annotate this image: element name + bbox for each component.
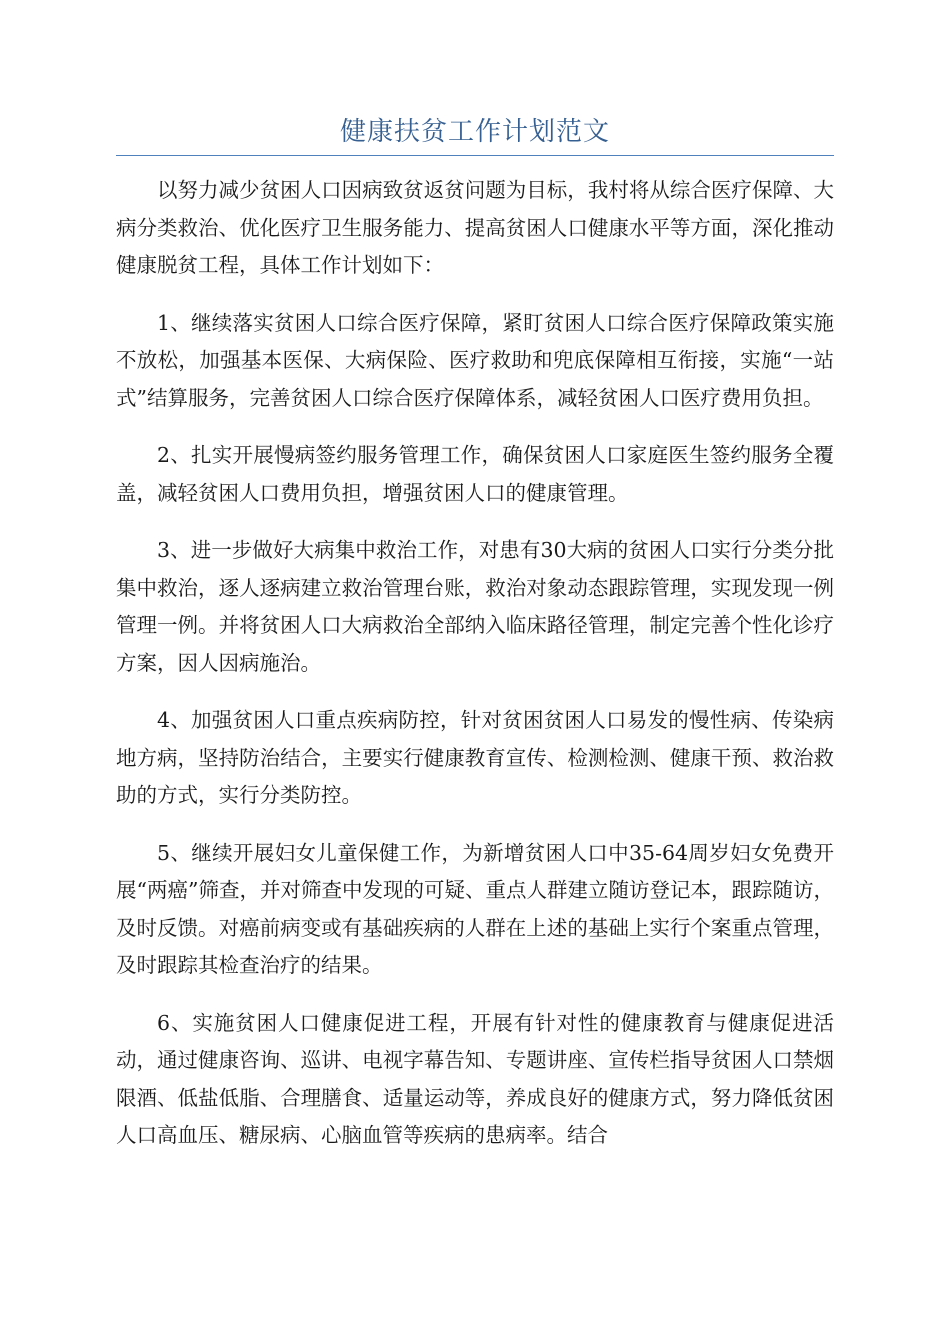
paragraph-item-1: 1、继续落实贫困人口综合医疗保障，紧盯贫困人口综合医疗保障政策实施不放松，加强基本医保、大病保险、医疗救助和兜底保障相互衔接，实施“一站式”结算服务，完善贫困人口综合医疗保障体系，减轻贫困人口医疗费用负担。 (116, 310, 834, 410)
document-body (116, 172, 834, 1175)
title-underline (116, 155, 834, 156)
paragraph-intro: 以努力减少贫困人口因病致贫返贫问题为目标，我村将从综合医疗保障、大病分类救治、优化医疗卫生服务能力、提高贫困人口健康水平等方面，深化推动健康脱贫工程，具体工作计划如下： (116, 178, 834, 277)
document-title: 健康扶贫工作计划范文 (339, 117, 610, 147)
paragraph-item-3: 3、进一步做好大病集中救治工作，对患有30大病的贫困人口实行分类分批集中救治，逐人逐病建立救治管理台账，救治对象动态跟踪管理，实现发现一例管理一例。并将贫困人口大病救治全部纳入临床路径管理，制定完善个性化诊疗方案，因人因病施治。 (116, 538, 834, 675)
paragraph-item-4: 4、加强贫困人口重点疾病防控，针对贫困贫困人口易发的慢性病、传染病地方病，坚持防治结合，主要实行健康教育宣传、检测检测、健康干预、救治救助的方式，实行分类防控。 (116, 708, 834, 807)
paragraph-item-6: 6、实施贫困人口健康促进工程，开展有针对性的健康教育与健康促进活动，通过健康咨询、巡讲、电视字幕告知、专题讲座、宣传栏指导贫困人口禁烟限酒、低盐低脂、合理膳食、适量运动等，养成良好的健康方式，努力降低贫困人口高血压、糖尿病、心脑血管等疾病的患病率。结合 (116, 1010, 834, 1147)
paragraph-item-5: 5、继续开展妇女儿童保健工作，为新增贫困人口中35-64周岁妇女免费开展“两癌”筛查，并对筛查中发现的可疑、重点人群建立随访登记本，跟踪随访，及时反馈。对癌前病变或有基础疾病的人群在上述的基础上实行个案重点管理，及时跟踪其检查治疗的结果。 (116, 840, 834, 977)
paragraph-item-2: 2、扎实开展慢病签约服务管理工作，确保贫困人口家庭医生签约服务全覆盖，减轻贫困人口费用负担，增强贫困人口的健康管理。 (116, 443, 834, 505)
